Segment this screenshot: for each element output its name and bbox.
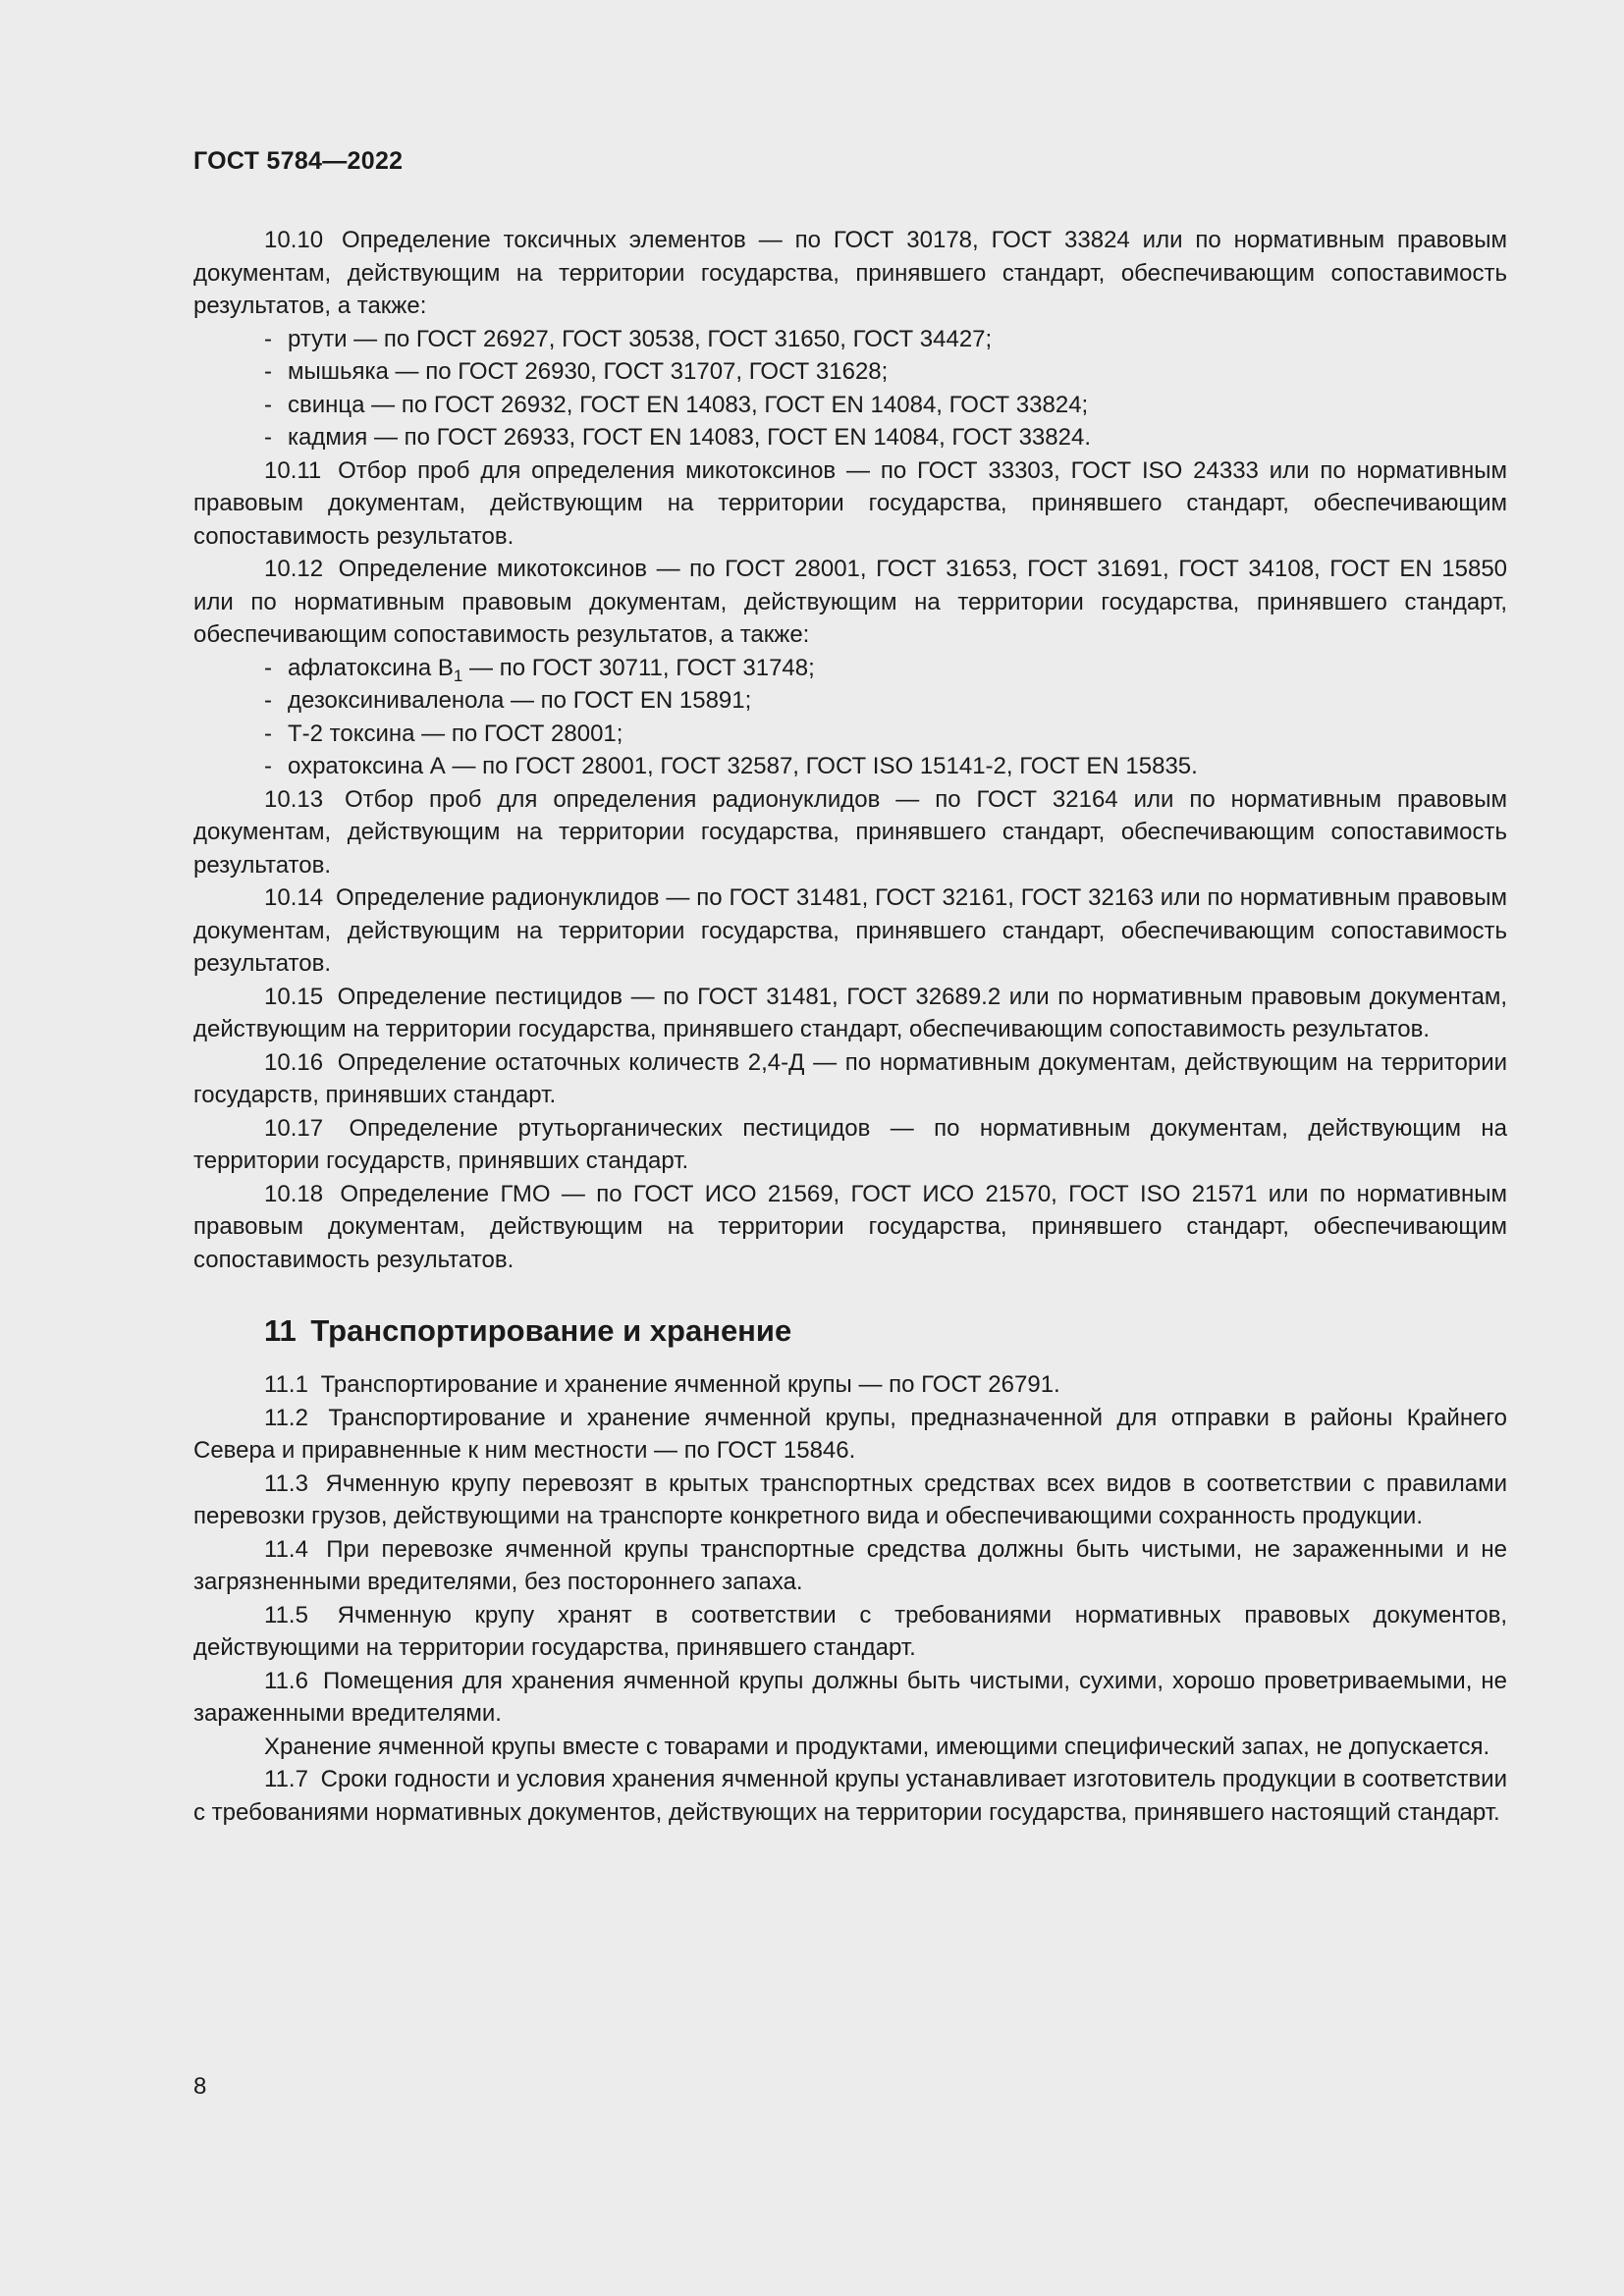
- clause-paragraph: [193, 1665, 1507, 1731]
- clause-text: Отбор проб для определения радионуклидов — по ГОСТ 32164 или по нормативным правовым документам, действующим на территории государства, принявшего стандарт, обеспечивающим сопоставимость результатов.: [193, 785, 1507, 879]
- list-item-text: дезоксиниваленола — по ГОСТ EN 15891;: [288, 687, 752, 714]
- clause-paragraph: [193, 1368, 1507, 1402]
- list-item-text: ртути — по ГОСТ 26927, ГОСТ 30538, ГОСТ 31650, ГОСТ 34427;: [288, 325, 993, 352]
- list-item: [193, 684, 1507, 718]
- clause-text: Ячменную крупу хранят в соответствии с требованиями нормативных правовых документов, действующими на территории государства, принявшего стандарт.: [193, 1601, 1507, 1661]
- clause-number: 10.16: [264, 1048, 324, 1076]
- clause-text: Помещения для хранения ячменной крупы должны быть чистыми, сухими, хорошо проветриваемыми, не зараженными вредителями.: [193, 1667, 1508, 1727]
- list-item: [193, 389, 1507, 422]
- list-item: [193, 718, 1507, 751]
- subscript: 1: [453, 666, 463, 685]
- clause-number: 10.11: [264, 456, 322, 484]
- clause-number: 11.1: [264, 1371, 308, 1398]
- list-bullet: -: [264, 654, 272, 681]
- clause-number: 10.18: [264, 1180, 324, 1207]
- clause-number: 10.14: [264, 884, 324, 911]
- clause-paragraph: [193, 783, 1507, 882]
- list-item-text: охратоксина А — по ГОСТ 28001, ГОСТ 32587, ГОСТ ISO 15141-2, ГОСТ EN 15835.: [288, 753, 1198, 779]
- clause-text: Определение пестицидов — по ГОСТ 31481, ГОСТ 32689.2 или по нормативным правовым документам, действующим на территории государства, принявшего стандарт, обеспечивающим сопоставимость результатов.: [193, 983, 1507, 1042]
- clause-text: Определение остаточных количеств 2,4-Д — по нормативным документам, действующим на территории государств, принявших стандарт.: [193, 1048, 1508, 1108]
- list-item-text: мышьяка — по ГОСТ 26930, ГОСТ 31707, ГОСТ 31628;: [288, 358, 889, 385]
- clause-number: 11.7: [264, 1766, 308, 1792]
- clause-number: 11.4: [264, 1535, 308, 1563]
- clause-number: 11.6: [264, 1667, 308, 1694]
- list-bullet: -: [264, 391, 272, 418]
- list-item: [193, 355, 1507, 389]
- list-bullet: -: [264, 687, 272, 714]
- clause-paragraph: [193, 1533, 1507, 1599]
- list-bullet: -: [264, 753, 272, 779]
- section-title-text: Транспортирование и хранение: [310, 1313, 792, 1348]
- list-item: [193, 652, 1507, 685]
- list-item: [193, 323, 1507, 356]
- list-bullet: -: [264, 325, 272, 352]
- list-bullet: -: [264, 358, 272, 385]
- clause-number: 10.17: [264, 1114, 324, 1142]
- clause-number: 11.2: [264, 1404, 308, 1431]
- clause-number: 10.13: [264, 785, 324, 813]
- document-header: ГОСТ 5784—2022: [193, 147, 404, 175]
- clause-paragraph: [193, 1178, 1507, 1277]
- clause-text: Определение ртутьорганических пестицидов — по нормативным документам, действующим на территории государств, принявших стандарт.: [193, 1114, 1507, 1174]
- list-item-text-tail: — по ГОСТ 30711, ГОСТ 31748;: [462, 654, 815, 681]
- clause-paragraph: [193, 881, 1507, 981]
- clause-text: Определение ГМО — по ГОСТ ИСО 21569, ГОСТ ИСО 21570, ГОСТ ISO 21571 или по нормативным правовым документам, действующим на территории государства, принявшего стандарт, обеспечивающим сопоставимость результатов.: [193, 1180, 1508, 1273]
- page-number: 8: [193, 2073, 207, 2100]
- clause-paragraph: [193, 1046, 1507, 1112]
- clause-paragraph: [193, 981, 1507, 1046]
- clause-paragraph: [193, 1599, 1507, 1665]
- clause-paragraph: [193, 1468, 1507, 1533]
- clause-text: Транспортирование и хранение ячменной крупы, предназначенной для отправки в районы Крайнего Севера и приравненные к ним местности — по ГОСТ 15846.: [193, 1404, 1507, 1464]
- clause-paragraph: [193, 1402, 1507, 1468]
- list-item-text: кадмия — по ГОСТ 26933, ГОСТ EN 14083, ГОСТ EN 14084, ГОСТ 33824.: [288, 424, 1091, 451]
- list-bullet: -: [264, 720, 272, 747]
- clause-text: Сроки годности и условия хранения ячменной крупы устанавливает изготовитель продукции в соответствии с требованиями нормативных документов, действующих на территории государства, принявшего настоящий стандарт.: [193, 1766, 1507, 1826]
- clause-text: Определение микотоксинов — по ГОСТ 28001, ГОСТ 31653, ГОСТ 31691, ГОСТ 34108, ГОСТ EN 15850 или по нормативным правовым документам, действующим на территории государства, принявшего стандарт, обеспечивающим сопоставимость результатов, а также:: [193, 556, 1508, 648]
- clause-number: 10.15: [264, 983, 324, 1010]
- clause-text: Определение токсичных элементов — по ГОСТ 30178, ГОСТ 33824 или по нормативным правовым документам, действующим на территории государства, принявшего стандарт, обеспечивающим сопоставимость результатов, а также:: [193, 227, 1508, 319]
- document-body: [193, 224, 1507, 1829]
- clause-number: 11.3: [264, 1469, 308, 1497]
- clause-number: 10.12: [264, 556, 324, 582]
- clause-number: 11.5: [264, 1601, 308, 1629]
- clause-paragraph: [193, 1112, 1507, 1178]
- list-item-text: свинца — по ГОСТ 26932, ГОСТ EN 14083, ГОСТ EN 14084, ГОСТ 33824;: [288, 391, 1089, 418]
- list-item-text: афлатоксина В: [288, 654, 454, 681]
- list-item: [193, 750, 1507, 783]
- list-item: [193, 421, 1507, 454]
- clause-text: При перевозке ячменной крупы транспортные средства должны быть чистыми, не зараженными и не загрязненными вредителями, без постороннего запаха.: [193, 1535, 1507, 1595]
- clause-text: Хранение ячменной крупы вместе с товарами и продуктами, имеющими специфический запах, не допускается.: [264, 1733, 1490, 1760]
- section-number: 11: [264, 1313, 297, 1348]
- clause-paragraph: [193, 1731, 1507, 1764]
- clause-paragraph: [193, 454, 1507, 554]
- list-bullet: -: [264, 424, 272, 451]
- clause-text: Отбор проб для определения микотоксинов — по ГОСТ 33303, ГОСТ ISO 24333 или по нормативным правовым документам, действующим на территории государства, принявшего стандарт, обеспечивающим сопоставимость результатов.: [193, 456, 1508, 550]
- list-item-text: Т-2 токсина — по ГОСТ 28001;: [288, 720, 623, 747]
- clause-number: 10.10: [264, 227, 324, 253]
- clause-text: Ячменную крупу перевозят в крытых транспортных средствах всех видов в соответствии с правилами перевозки грузов, действующими на транспорте конкретного вида и обеспечивающими сохранность продукции.: [193, 1469, 1507, 1529]
- clause-paragraph: [193, 224, 1507, 323]
- clause-text: Транспортирование и хранение ячменной крупы — по ГОСТ 26791.: [320, 1371, 1060, 1398]
- clause-paragraph: [193, 1763, 1507, 1829]
- clause-paragraph: [193, 553, 1507, 652]
- section-heading: [264, 1311, 1507, 1351]
- clause-text: Определение радионуклидов — по ГОСТ 31481, ГОСТ 32161, ГОСТ 32163 или по нормативным правовым документам, действующим на территории государства, принявшего стандарт, обеспечивающим сопоставимость результатов.: [193, 884, 1507, 977]
